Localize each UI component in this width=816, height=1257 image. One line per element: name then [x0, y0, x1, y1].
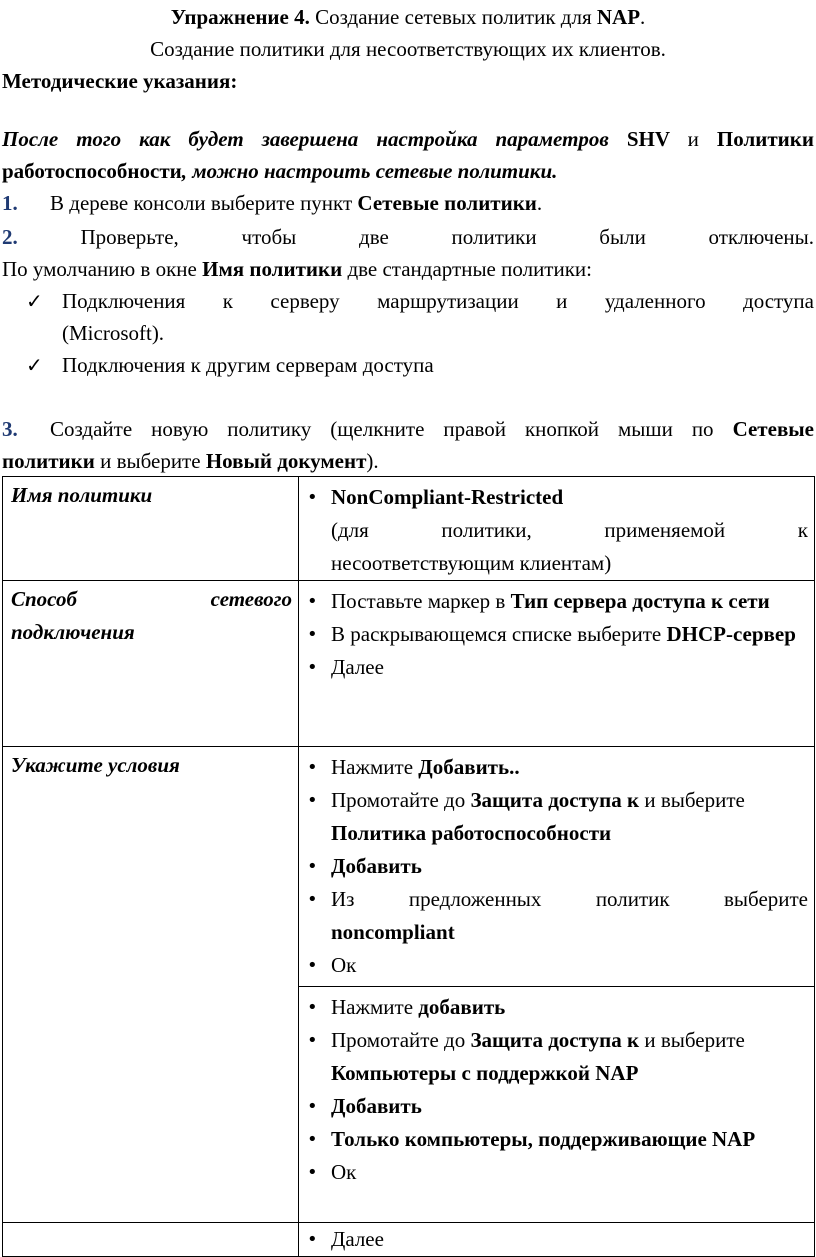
list-item: • Поставьте маркер в Тип сервера доступа к сети — [305, 585, 808, 618]
list-item: • Добавить — [305, 1090, 808, 1123]
list-item: • Нажмите добавить — [305, 991, 808, 1024]
row-label — [3, 1223, 299, 1257]
table-row — [3, 747, 815, 987]
list-item: • Ок — [305, 1156, 808, 1189]
step-3-line-1: 3. Создайте новую политику (щелкните правой кнопкой мыши по Сетевые — [2, 417, 814, 441]
step-1: 1. В дереве консоли выберите пункт Сетевые политики. — [2, 191, 543, 215]
list-item: • Промотайте до Защита доступа к и выберите Политика работоспособности — [305, 784, 808, 850]
row-content — [299, 477, 815, 581]
guidelines-heading: Методические указания: — [2, 69, 238, 93]
checkmark-icon: ✓ — [26, 289, 43, 313]
checklist-item-1: ✓ Подключения к серверу маршрутизации и удаленного доступа — [26, 286, 814, 316]
policy-note-line-1: (для политики, применяемой к — [331, 518, 808, 542]
row-content — [299, 987, 815, 1223]
list-item: • Только компьютеры, поддерживающие NAP — [305, 1123, 808, 1156]
intro-line-2: работоспособности, можно настроить сетевые политики. — [2, 159, 558, 183]
checklist-item-2: ✓ Подключения к другим серверам доступа — [26, 350, 434, 380]
list-item: • Далее — [305, 651, 808, 684]
list-item: • NonCompliant-Restricted — [305, 481, 808, 514]
checkmark-icon: ✓ — [26, 353, 43, 377]
row-label: Имя политики — [3, 477, 299, 581]
exercise-subtitle: Создание политики для несоответствующих их клиентов. — [150, 37, 666, 61]
step-3-line-2: политики и выберите Новый документ). — [2, 449, 379, 473]
list-item: • Ок — [305, 949, 808, 982]
table-row — [3, 581, 815, 747]
list-item: • В раскрывающемся списке выберите DHCP-сервер — [305, 618, 808, 651]
list-item: • Далее — [305, 1223, 808, 1256]
row-label: Способ сетевого подключения — [3, 581, 299, 747]
list-item: • Добавить — [305, 850, 808, 883]
step-2-line-1: 2. Проверьте, чтобы две политики были отключены. — [2, 225, 814, 249]
intro-line-1: После того как будет завершена настройка параметров SHV и Политики — [2, 127, 814, 151]
exercise-title: Упражнение 4. Создание сетевых политик для NAP. — [170, 5, 646, 29]
row-label: Укажите условия — [3, 747, 299, 1223]
checklist-item-1-cont: (Microsoft). — [62, 321, 165, 345]
list-item: • Из предложенных политик выберите noncompliant — [305, 883, 808, 949]
table-row — [3, 1223, 815, 1257]
policy-note-line-2: несоответствующим клиентам) — [331, 551, 612, 575]
policy-table — [2, 476, 815, 1257]
step-2-line-2: По умолчанию в окне Имя политики две стандартные политики: — [2, 257, 592, 281]
row-content — [299, 581, 815, 747]
list-item: • Нажмите Добавить.. — [305, 751, 808, 784]
row-content — [299, 747, 815, 987]
list-item: • Промотайте до Защита доступа к и выберите Компьютеры с поддержкой NAP — [305, 1024, 808, 1090]
row-content — [299, 1223, 815, 1257]
table-row — [3, 477, 815, 581]
